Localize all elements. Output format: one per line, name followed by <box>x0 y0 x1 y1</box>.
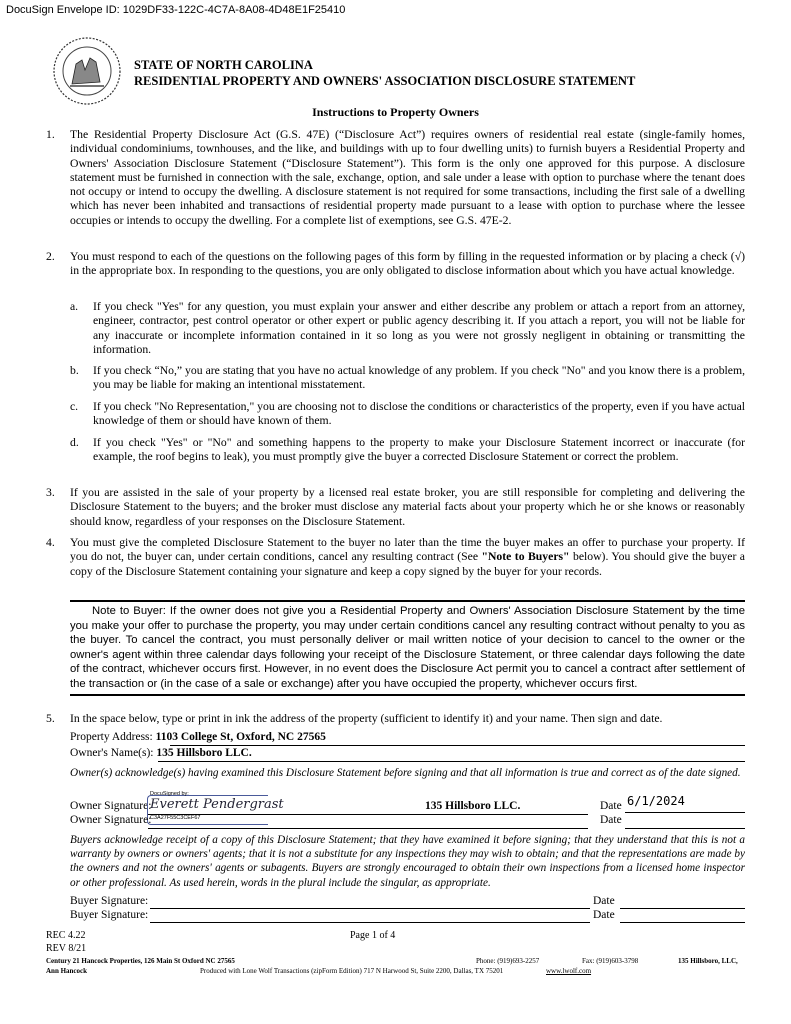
buyer-signature-line-2[interactable] <box>150 922 590 923</box>
item-letter-d: d. <box>70 436 79 449</box>
signature-id: C3A27F55C3CEF67 <box>150 815 201 821</box>
property-address-row <box>70 731 326 743</box>
note-to-buyers-reference: "Note to Buyers" <box>481 550 570 564</box>
note-to-buyer-text: Note to Buyer: If the owner does not give you a Residential Property and Owners' Association Disclosure Statement by the time you make your offer to purchase the property, you may under certain conditions cancel any resulting contract without penalty to you as the buyer. To cancel the contract, you must personally deliver or mail written notice of your decision to cancel to the owner or the owner's agent within three calendar days following your receipt of the Disclosure Statement, or three calendar days following the date of the contract, whichever occurs first. However, in no event does the Disclosure Act permit you to cancel a contract after settlement of the transaction or (in the case of a sale or exchange) after you have occupied the property, whichever occurs first. <box>70 605 745 690</box>
item-letter-a: a. <box>70 300 79 313</box>
page-number: Page 1 of 4 <box>350 930 396 941</box>
envelope-id: DocuSign Envelope ID: 1029DF33-122C-4C7A-8A08-4D48E1F25410 <box>6 4 346 16</box>
buyer-signature-label: Buyer Signature: <box>70 895 149 907</box>
owner-date-label: Date <box>600 800 622 812</box>
property-address-label: Property Address: <box>70 731 153 743</box>
buyer-date-line[interactable] <box>620 908 745 909</box>
buyer-date-label: Date <box>593 895 615 907</box>
item-letter-b: b. <box>70 364 79 377</box>
instruction-item-2d: If you check "Yes" or "No" and something happens to the property to make your Disclosure Statement incorrect or inaccurate (for example, the roof begins to leak), you must promptly give the buyer a corrected Disclosure Statement or correct the problem. <box>93 436 745 464</box>
document-title-form: RESIDENTIAL PROPERTY AND OWNERS' ASSOCIATION DISCLOSURE STATEMENT <box>134 74 636 88</box>
item-letter-c: c. <box>70 400 79 413</box>
instructions-heading: Instructions to Property Owners <box>312 105 479 119</box>
buyer-signature-line[interactable] <box>150 908 590 909</box>
document-title-state: STATE OF NORTH CAROLINA <box>134 58 313 72</box>
state-seal-icon <box>52 36 122 106</box>
transaction-name: 135 Hillsboro, LLC, <box>678 957 738 965</box>
instruction-item-3: If you are assisted in the sale of your property by a licensed real estate broker, you are still responsible for completing and delivering the Disclosure Statement to the buyers; and the broker must disclose any material facts about your property which he or she knows or reasonably should know, regardless of your responses on the Disclosure Statement. <box>70 486 745 528</box>
docusigned-by-label: DocuSigned by: <box>150 791 189 797</box>
lone-wolf-link[interactable]: www.lwolf.com <box>546 967 592 975</box>
note-to-buyer-box <box>70 600 745 696</box>
instruction-item-4: You must give the completed Disclosure Statement to the buyer no later than the time the buyer makes an offer to purchase your property. If you do not, the buyer can, under certain conditions, cancel any resulting contract (See "Note to Buyers" below). You should give the buyer a copy of the Disclosure Statement containing your signature and keep a copy signed by the buyer for your records. <box>70 536 745 578</box>
buyer-date-label-2: Date <box>593 909 615 921</box>
agent-name: Ann Hancock <box>46 967 88 975</box>
instruction-item-2: You must respond to each of the questions on the following pages of this form by filling in the requested information or by placing a check (√) in the appropriate box. In responding to the questions, you are only obligated to disclose information about which you have actual knowledge. <box>70 250 745 278</box>
item-number-2: 2. <box>46 250 55 263</box>
owner-acknowledgement: Owner(s) acknowledge(s) having examined this Disclosure Statement before signing and that all information is true and correct as of the date signed. <box>70 767 741 779</box>
item-number-1: 1. <box>46 128 55 141</box>
buyer-acknowledgement: Buyers acknowledge receipt of a copy of this Disclosure Statement; that they have examined it before signing; that they understand that this is not a warranty by owners or owners' agents; that it is not a substitute for any inspections they may wish to obtain; and that the representations are made by the owners and not the owners' agents or subagents. Buyers are strongly encouraged to obtain their own inspections from a licensed home inspector or other professional. As used herein, words in the plural include the singular, as appropriate. <box>70 834 745 889</box>
owner-date-value[interactable]: 6/1/2024 <box>627 794 685 808</box>
owner-handwritten-signature: Everett Pendergrast <box>150 797 284 812</box>
produced-with: Produced with Lone Wolf Transactions (zipForm Edition) 717 N Harwood St, Suite 2200, Dallas, TX 75201 <box>200 967 504 975</box>
owner-entity-name: 135 Hillsboro LLC. <box>425 800 521 812</box>
buyer-signature-label-2: Buyer Signature: <box>70 909 149 921</box>
item-number-4: 4. <box>46 536 55 549</box>
item-number-3: 3. <box>46 486 55 499</box>
owner-name-label: Owner's Name(s): <box>70 747 154 759</box>
item-number-5: 5. <box>46 712 55 725</box>
buyer-date-line-2[interactable] <box>620 922 745 923</box>
instruction-item-1: The Residential Property Disclosure Act (G.S. 47E) (“Disclosure Act”) requires owners of residential real estate (single-family homes, individual condominiums, townhouses, and the like, and buildings with up to four dwelling units) to furnish buyers a Residential Property and Owners' Association Disclosure Statement (“Disclosure Statement”). This form is the only one approved for this purpose. A disclosure statement must be furnished in connection with the sale, exchange, option, and sale under a lease with option to purchase where the tenant does not occupy or intend to occupy the dwelling. A disclosure statement is not required for some transactions, including the first sale of a dwelling which has never been inhabited and transactions of residential property made pursuant to a lease with option to purchase where the lessee occupies or intends to occupy the dwelling. For a complete list of exemptions, see G.S. 47E-2. <box>70 128 745 227</box>
form-revision: REV 8/21 <box>46 943 87 954</box>
property-address-value[interactable]: 1103 College St, Oxford, NC 27565 <box>155 731 326 743</box>
owner-name-value[interactable]: 135 Hillsboro LLC. <box>156 747 252 759</box>
brokerage-phone: Phone: (919)693-2257 <box>476 957 540 965</box>
owner-signature-label-2: Owner Signature: <box>70 814 152 826</box>
owner-date-label-2: Date <box>600 814 622 826</box>
owner-signature-label: Owner Signature: <box>70 800 152 812</box>
instruction-item-5: In the space below, type or print in ink the address of the property (sufficient to identify it) and your name. Then sign and date. <box>70 712 663 725</box>
form-number: REC 4.22 <box>46 930 86 941</box>
instruction-item-2a: If you check "Yes" for any question, you must explain your answer and either describe any problem or attach a report from an attorney, engineer, contractor, pest control operator or other expert or public agency describing it. If you attach a report, you will not be liable for any inaccurate or incomplete information contained in it so long as you were not grossly negligent in obtaining or transmitting the information. <box>93 300 745 356</box>
instruction-item-2c: If you check "No Representation," you are choosing not to disclose the conditions or characteristics of the property, even if you have actual knowledge of them or should have known of them. <box>93 400 745 428</box>
brokerage-info: Century 21 Hancock Properties, 126 Main St Oxford NC 27565 <box>46 957 235 965</box>
brokerage-fax: Fax: (919)603-3798 <box>582 957 639 965</box>
owner-name-row <box>70 747 252 759</box>
instruction-item-2b: If you check “No,” you are stating that you have no actual knowledge of any problem. If you check "No" and you know there is a problem, you may be liable for making an intentional misstatement. <box>93 364 745 392</box>
